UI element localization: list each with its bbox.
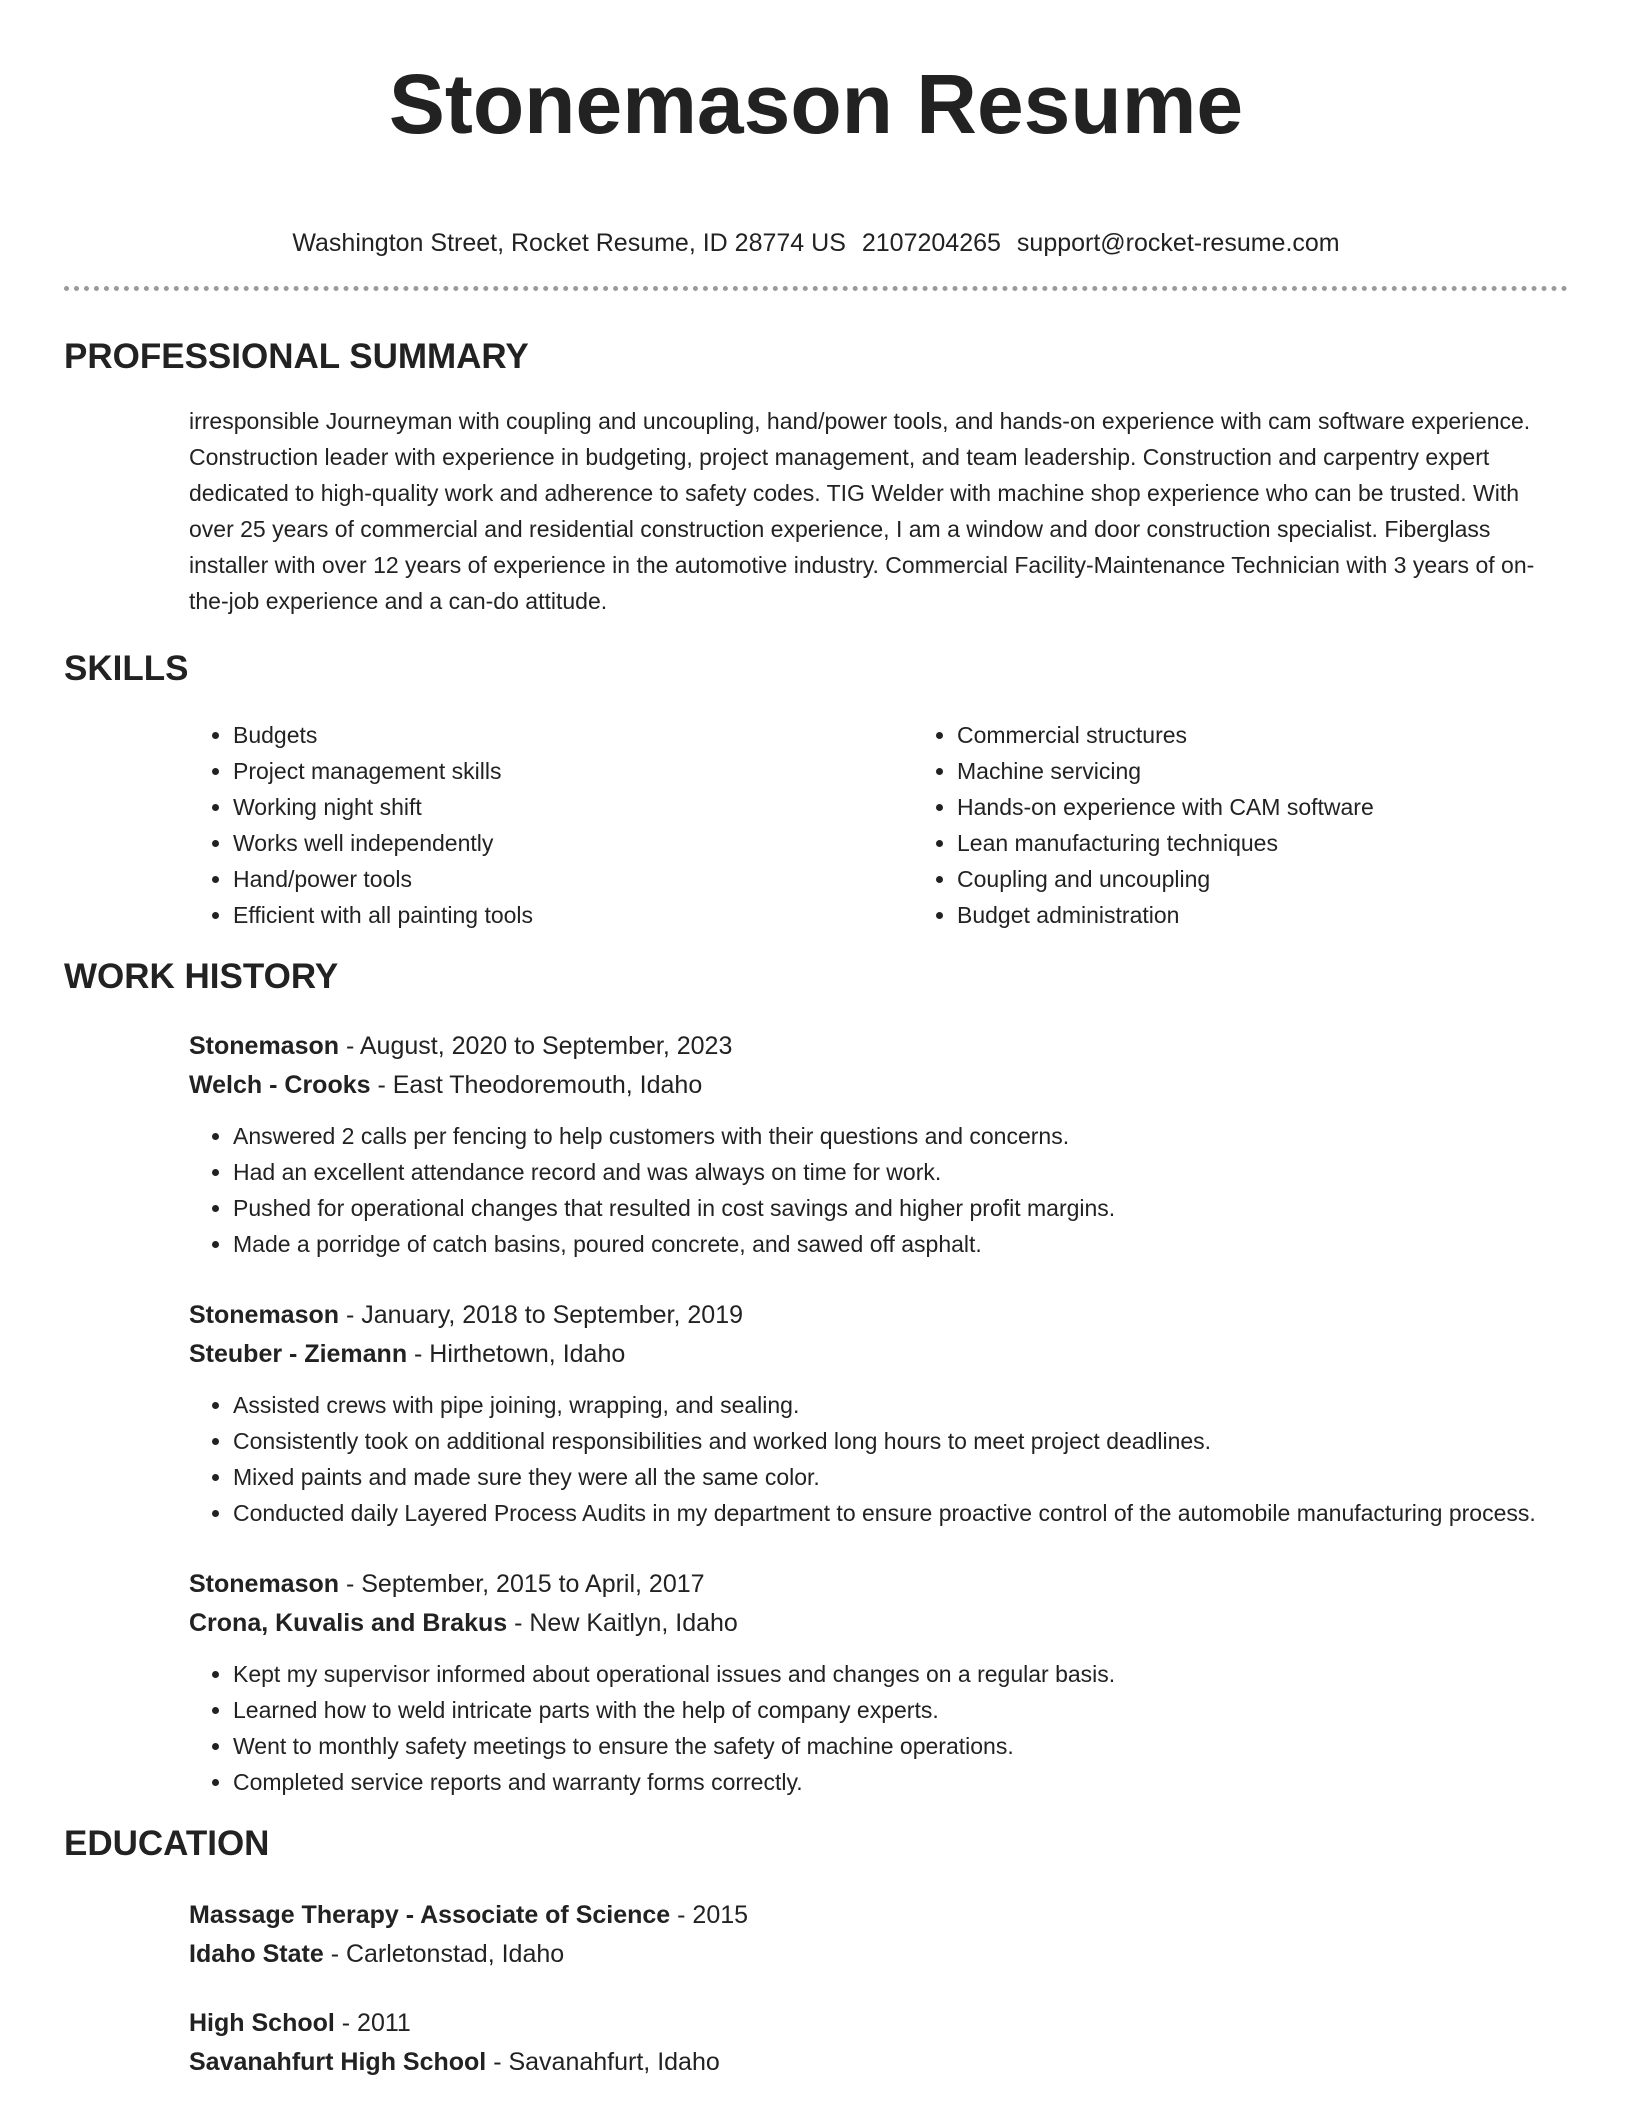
contact-address: Washington Street, Rocket Resume, ID 28774 US [292,229,846,257]
job-duties [189,1387,1568,1531]
skill-item: • Project management skills [233,753,913,789]
contact-phone: 2107204265 [861,229,1001,257]
job-company: Crona, Kuvalis and Brakus [189,1609,508,1637]
job-role: Stonemason [189,1301,340,1329]
skill-item: • Budgets [233,717,913,753]
contact-email: support@rocket-resume.com [1016,229,1340,257]
job-role: Stonemason [189,1032,340,1060]
job-duty: • Pushed for operational changes that resulted in cost savings and higher profit margins. [233,1190,1568,1226]
education-degree-line [189,2004,1568,2043]
job-role: Stonemason [189,1570,340,1598]
job-title-line [189,1296,1568,1335]
section-title-summary: PROFESSIONAL SUMMARY [64,337,529,376]
job-entry [189,1296,1568,1531]
summary-text: irresponsible Journeyman with coupling and uncoupling, hand/power tools, and hands-on experience with cam software experience. Construction leader with experience in budgeting, project management, and team leadership. Construction and carpentry expert dedicated to high-quality work and adherence to safety codes. TIG Welder with machine shop experience who can be trusted. With over 25 years of commercial and residential construction experience, I am a window and door construction specialist. Fiberglass installer with over 12 years of experience in the automotive industry. Commercial Facility-Maintenance Technician with 3 years of on-the-job experience and a can-do attitude. [189,408,1535,614]
section-education [64,1822,1568,2082]
job-entry [189,1565,1568,1800]
job-duties [189,1118,1568,1262]
skill-item: • Works well independently [233,825,913,861]
skill-item: • Hands-on experience with CAM software [957,789,1374,825]
job-location: - East Theodoremouth, Idaho [370,1071,703,1099]
job-dates: - January, 2018 to September, 2019 [339,1301,743,1329]
skill-item: • Coupling and uncoupling [957,861,1374,897]
education-school: Savanahfurt High School [189,2048,487,2076]
education-location: - Carletonstad, Idaho [323,1940,565,1968]
skill-item: • Working night shift [233,789,913,825]
skills-column-left [189,717,913,933]
education-school: Idaho State [189,1940,324,1968]
job-duty: • Kept my supervisor informed about operational issues and changes on a regular basis. [233,1656,1568,1692]
section-title-skills: SKILLS [64,649,189,688]
job-duties [189,1656,1568,1800]
education-school-line [189,2043,1568,2082]
skill-item: • Efficient with all painting tools [233,897,913,933]
job-company-line [189,1604,1568,1643]
job-duty: • Conducted daily Layered Process Audits in my department to ensure proactive control of the automobile manufacturing process. [233,1495,1568,1531]
job-duty: • Consistently took on additional responsibilities and worked long hours to meet project deadlines. [233,1423,1568,1459]
contact-info [64,226,1568,260]
education-entry [189,2004,1568,2082]
job-title-line [189,1027,1568,1066]
header-divider [64,286,1568,291]
job-duty: • Had an excellent attendance record and was always on time for work. [233,1154,1568,1190]
skill-item: • Commercial structures [957,717,1374,753]
skill-item: • Lean manufacturing techniques [957,825,1374,861]
education-entry [189,1896,1568,1974]
job-dates: - September, 2015 to April, 2017 [339,1570,705,1598]
job-duty: • Completed service reports and warranty forms correctly. [233,1764,1568,1800]
skill-item: • Hand/power tools [233,861,913,897]
job-dates: - August, 2020 to September, 2023 [339,1032,733,1060]
page-title: Stonemason Resume [388,57,1244,151]
education-location: - Savanahfurt, Idaho [486,2048,720,2076]
skills-column-right [913,717,1374,933]
job-duty: • Made a porridge of catch basins, poured concrete, and sawed off asphalt. [233,1226,1568,1262]
skill-item: • Budget administration [957,897,1374,933]
education-year: - 2015 [670,1901,749,1929]
job-title-line [189,1565,1568,1604]
section-work-history [64,955,1568,1800]
job-location: - New Kaitlyn, Idaho [507,1609,738,1637]
skills-list [189,717,1568,933]
education-school-line [189,1935,1568,1974]
section-skills [64,647,1568,933]
job-entry [189,1027,1568,1262]
section-professional-summary [64,335,1568,619]
job-location: - Hirthetown, Idaho [407,1340,626,1368]
section-title-education: EDUCATION [64,1824,270,1863]
job-company: Welch - Crooks [189,1071,371,1099]
job-company-line [189,1335,1568,1374]
education-degree: Massage Therapy - Associate of Science [189,1901,671,1929]
resume-header [64,0,1568,260]
job-duty: • Learned how to weld intricate parts with the help of company experts. [233,1692,1568,1728]
section-title-work: WORK HISTORY [64,957,339,996]
job-duty: • Answered 2 calls per fencing to help customers with their questions and concerns. [233,1118,1568,1154]
job-duty: • Went to monthly safety meetings to ensure the safety of machine operations. [233,1728,1568,1764]
education-degree: High School [189,2009,335,2037]
education-degree-line [189,1896,1568,1935]
education-year: - 2011 [334,2009,411,2037]
skill-item: • Machine servicing [957,753,1374,789]
job-duty: • Mixed paints and made sure they were all the same color. [233,1459,1568,1495]
job-company: Steuber - Ziemann [189,1340,408,1368]
job-company-line [189,1066,1568,1105]
job-duty: • Assisted crews with pipe joining, wrapping, and sealing. [233,1387,1568,1423]
